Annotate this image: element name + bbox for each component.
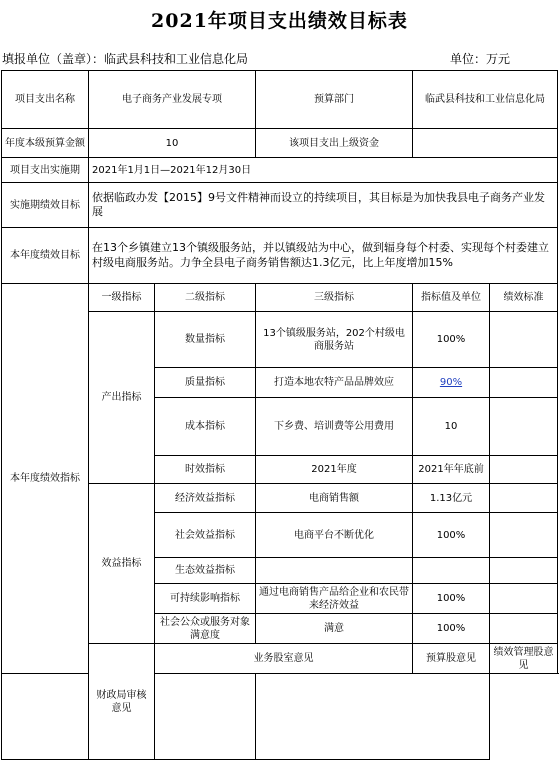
- currency-unit: 单位：万元: [450, 52, 511, 66]
- value-cell: 10: [413, 398, 490, 456]
- level3-cell: [256, 558, 413, 584]
- level2-cell: 成本指标: [155, 398, 256, 456]
- period-goal-value: 依据临政办发【2015】9号文件精神而设立的持续项目，其目标是为加快我县电子商务产业发展: [89, 183, 558, 228]
- standard-cell: [490, 398, 558, 456]
- level3-cell: 通过电商销售产品给企业和农民带来经济效益: [256, 584, 413, 614]
- review-budget-opinion: [155, 674, 256, 760]
- level2-cell: 社会公众或服务对象满意度: [155, 614, 256, 644]
- standard-cell: [490, 484, 558, 513]
- level2-cell: 经济效益指标: [155, 484, 256, 513]
- value-cell: 100%: [413, 584, 490, 614]
- level2-cell: 数量指标: [155, 312, 256, 368]
- review-business-opinion: [2, 674, 155, 760]
- standard-cell: [490, 558, 558, 584]
- project-name-row: [2, 71, 558, 129]
- period-label: 项目支出实施期: [2, 158, 89, 183]
- level3-cell: 2021年度: [256, 456, 413, 484]
- level3-cell: 13个镇级服务站，202个村级电商服务站: [256, 312, 413, 368]
- level3-cell: 打造本地农特产品品牌效应: [256, 368, 413, 398]
- level2-cell: 可持续影响指标: [155, 584, 256, 614]
- project-name-label: 项目支出名称: [2, 71, 89, 129]
- level2-cell: 社会效益指标: [155, 513, 256, 558]
- project-name-value: 电子商务产业发展专项: [89, 71, 256, 129]
- value-cell: 100%: [413, 614, 490, 644]
- header-level1: 一级指标: [89, 284, 155, 312]
- value-cell: 2021年年底前: [413, 456, 490, 484]
- standard-cell: [490, 513, 558, 558]
- budget-dept-label: 预算部门: [256, 71, 413, 129]
- amount-blank: [413, 129, 558, 158]
- review-performance-dept: 绩效管理股意见: [490, 644, 558, 674]
- level2-cell: 时效指标: [155, 456, 256, 484]
- annual-goal-label: 本年度绩效目标: [2, 228, 89, 284]
- header-standard: 绩效标准: [490, 284, 558, 312]
- period-value: 2021年1月1日—2021年12月30日: [89, 158, 558, 183]
- value-cell: 100%: [413, 513, 490, 558]
- annual-goal-row: [2, 228, 558, 284]
- period-goal-row: [2, 183, 558, 228]
- period-row: [2, 158, 558, 183]
- header-level2: 二级指标: [155, 284, 256, 312]
- level3-cell: 满意: [256, 614, 413, 644]
- quality-value-link[interactable]: 90%: [439, 377, 463, 388]
- amount-label: 年度本级预算金额: [2, 129, 89, 158]
- performance-table: [1, 70, 558, 760]
- level2-cell: 质量指标: [155, 368, 256, 398]
- review-performance-opinion: [256, 674, 490, 760]
- level3-cell: 电商销售额: [256, 484, 413, 513]
- standard-cell: [490, 614, 558, 644]
- header-value: 指标值及单位: [413, 284, 490, 312]
- benefit-indicator-label: 效益指标: [89, 484, 155, 644]
- indicators-section-label: 本年度绩效指标: [2, 284, 89, 674]
- header-level3: 三级指标: [256, 284, 413, 312]
- reporting-unit: 填报单位（盖章）：临武县科技和工业信息化局: [2, 52, 249, 66]
- page-title: 2021年项目支出绩效目标表: [151, 10, 408, 32]
- period-goal-label: 实施期绩效目标: [2, 183, 89, 228]
- level3-cell: 下乡费、培训费等公用费用: [256, 398, 413, 456]
- amount-value: 10: [89, 129, 256, 158]
- level2-cell: 生态效益指标: [155, 558, 256, 584]
- annual-goal-value: 在13个乡镇建立13个镇级服务站，并以镇级站为中心，做到辐身每个村委、实现每个村委建立村级电商服务站。力争全县电子商务销售额达1.3亿元，比上年度增加15%: [89, 228, 558, 284]
- fund-source: 该项目支出上级资金: [256, 129, 413, 158]
- review-label: 财政局审核意见: [89, 644, 155, 760]
- standard-cell: [490, 368, 558, 398]
- value-cell: 100%: [413, 312, 490, 368]
- indicator-header-row: [2, 284, 558, 312]
- review-budget-dept: 预算股意见: [413, 644, 490, 674]
- output-indicator-label: 产出指标: [89, 312, 155, 484]
- standard-cell: [490, 312, 558, 368]
- amount-row: [2, 129, 558, 158]
- level3-cell: 电商平台不断优化: [256, 513, 413, 558]
- standard-cell: [490, 584, 558, 614]
- review-business-dept: 业务股室意见: [155, 644, 413, 674]
- value-cell: [413, 558, 490, 584]
- standard-cell: [490, 456, 558, 484]
- value-cell: 1.13亿元: [413, 484, 490, 513]
- budget-dept-value: 临武县科技和工业信息化局: [413, 71, 558, 129]
- review-body-row: [2, 674, 558, 760]
- unit-line: [2, 50, 557, 66]
